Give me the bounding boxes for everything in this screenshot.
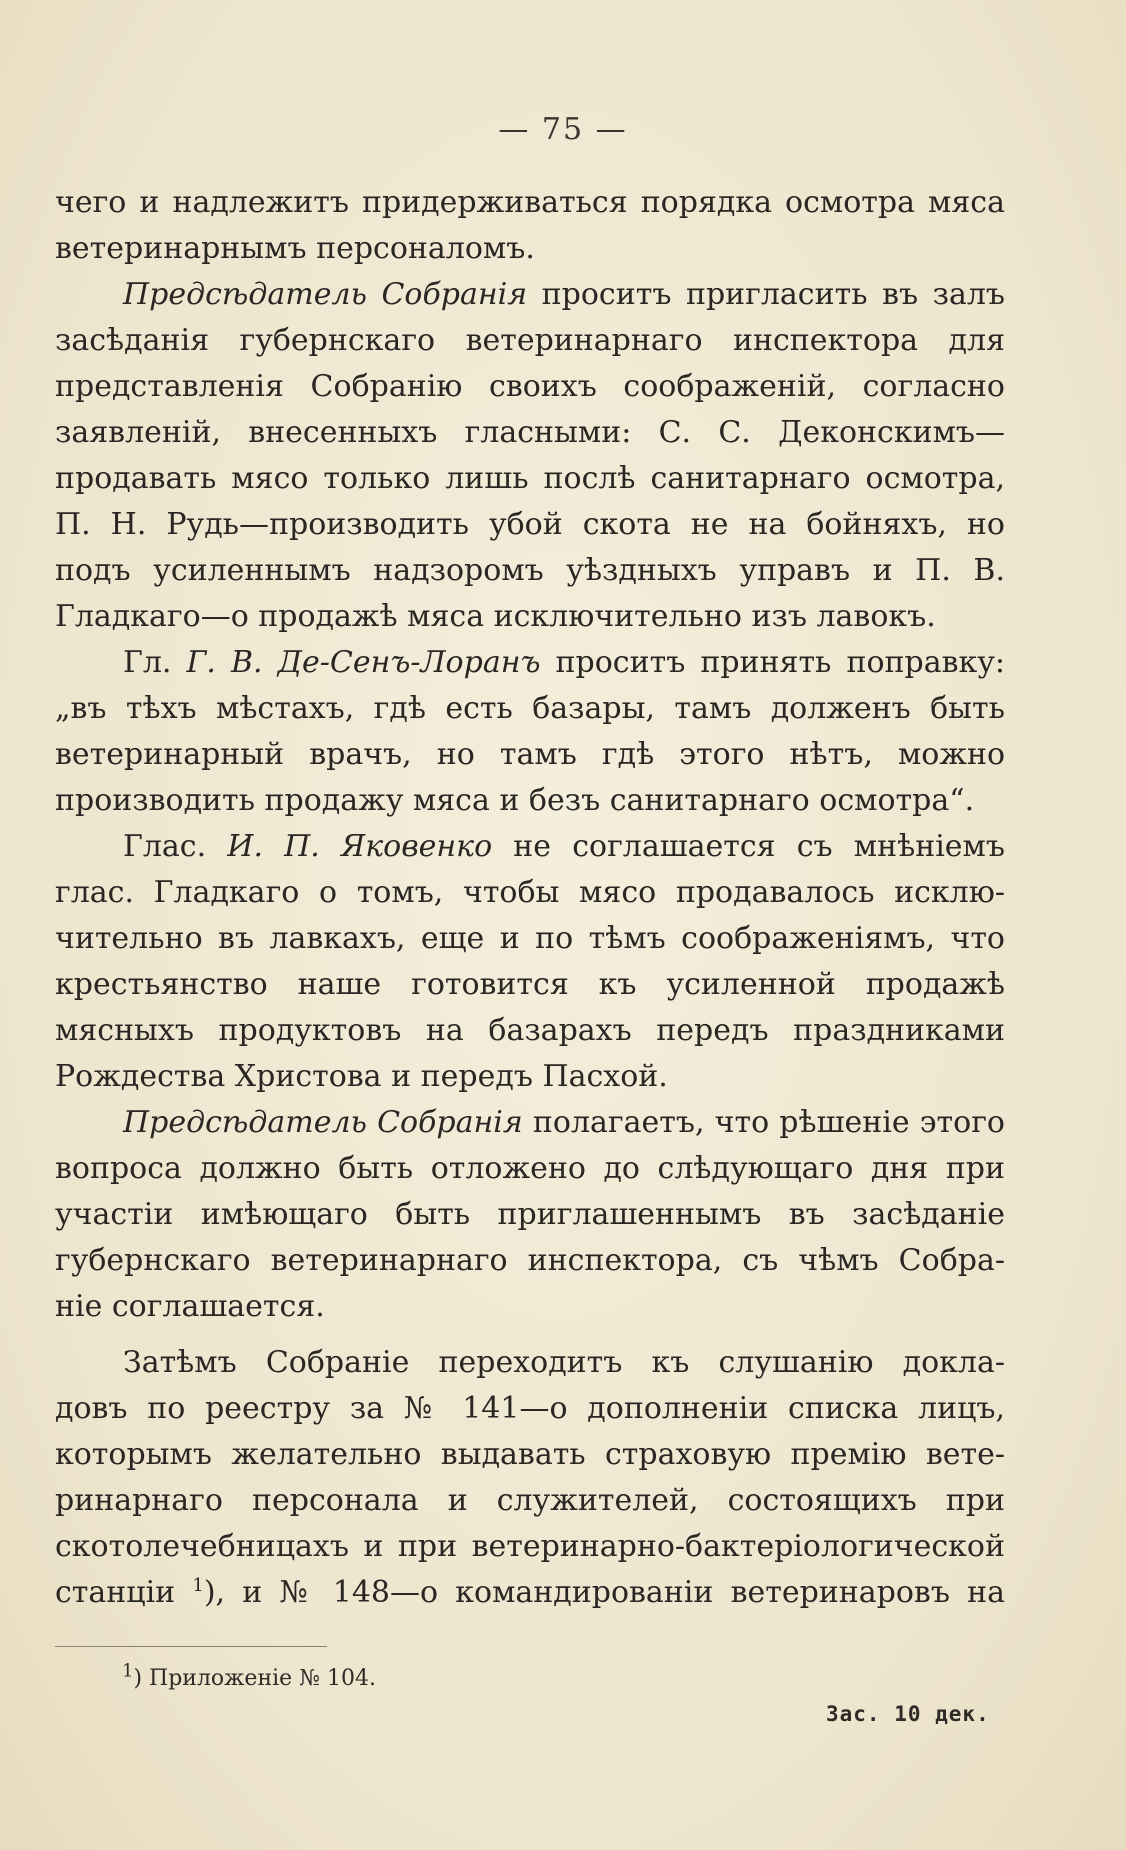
italic-name: Г. В. Де-Сенъ-Лоранъ [186, 645, 541, 680]
text-line [55, 272, 1005, 318]
text-segment: представленія Собранію своихъ соображеній, согласно [55, 369, 1005, 404]
text-line [55, 502, 1005, 548]
text-line [55, 870, 1005, 916]
text-line [55, 1192, 1005, 1238]
text-segment: станціи [55, 1575, 193, 1610]
text-segment: Затѣмъ Собраніе переходитъ къ слушанію докла- [123, 1345, 1005, 1380]
text-line [55, 962, 1005, 1008]
text-segment: крестьянство наше готовится къ усиленной продажѣ [55, 967, 1005, 1002]
text-line [55, 1284, 1005, 1330]
text-line [55, 410, 1005, 456]
text-line [55, 364, 1005, 410]
italic-name: Предсѣдатель Собранія [123, 277, 528, 312]
text-segment: Гладкаго—о продажѣ мяса исключительно изъ лавокъ. [55, 599, 936, 634]
text-line [55, 640, 1005, 686]
text-segment: полагаетъ, что рѣшеніе этого [522, 1105, 1005, 1140]
page-number: — 75 — [498, 112, 628, 147]
text-line [55, 824, 1005, 870]
italic-name: И. П. Яковенко [227, 829, 493, 864]
text-line [55, 1386, 1005, 1432]
text-line [55, 1100, 1005, 1146]
paragraph-gap [55, 1330, 1005, 1340]
text-segment: чего и надлежитъ придерживаться порядка осмотра мяса [55, 185, 1005, 220]
body-text [55, 180, 1005, 1616]
text-line [55, 1432, 1005, 1478]
text-line [55, 916, 1005, 962]
text-segment: ринарнаго персонала и служителей, состоящихъ при [55, 1483, 1005, 1518]
text-line [55, 180, 1005, 226]
signature-mark: Зас. 10 дек. [826, 1702, 990, 1726]
text-line [55, 1340, 1005, 1386]
text-line [55, 456, 1005, 502]
italic-name: Предсѣдатель Собранія [123, 1105, 523, 1140]
text-segment: скотолечебницахъ и при ветеринарно-бактеріологической [55, 1529, 1005, 1564]
text-segment: проситъ пригласить въ залъ [527, 277, 1005, 312]
text-segment: подъ усиленнымъ надзоромъ уѣздныхъ управъ и П. В. [55, 553, 1005, 588]
footnote-divider [55, 1646, 327, 1647]
text-segment: не соглашается съ мнѣніемъ [492, 829, 1005, 864]
text-segment: проситъ принять поправку: [540, 645, 1005, 680]
footnote-text: ) Приложеніе № 104. [133, 1666, 376, 1691]
text-segment: ), и № 148—о командированіи ветеринаровъ на [203, 1575, 1005, 1610]
text-line [55, 1054, 1005, 1100]
text-segment: которымъ желательно выдавать страховую премію вете- [55, 1437, 1005, 1472]
text-line [55, 1524, 1005, 1570]
text-line [55, 1570, 1005, 1616]
text-segment: глас. Гладкаго о томъ, чтобы мясо продавалось исклю- [55, 875, 1005, 910]
text-segment: засѣданія губернскаго ветеринарнаго инспектора для [55, 323, 1005, 358]
text-line [55, 226, 1005, 272]
text-line [55, 548, 1005, 594]
text-segment: заявленій, внесенныхъ гласными: С. С. Деконскимъ— [55, 415, 1005, 450]
text-line [55, 732, 1005, 778]
footnote-ref: 1 [192, 1575, 204, 1596]
text-segment: Рождества Христова и передъ Пасхой. [55, 1059, 668, 1094]
footnote [122, 1662, 376, 1696]
text-line [55, 1008, 1005, 1054]
text-line [55, 1146, 1005, 1192]
text-segment: участіи имѣющаго быть приглашеннымъ въ засѣданіе [55, 1197, 1005, 1232]
text-segment: довъ по реестру за № 141—о дополненіи списка лицъ, [55, 1391, 1005, 1426]
text-line [55, 686, 1005, 732]
text-segment: „въ тѣхъ мѣстахъ, гдѣ есть базары, тамъ долженъ быть [55, 691, 1005, 726]
text-segment: Глас. [123, 829, 228, 864]
text-segment: производить продажу мяса и безъ санитарнаго осмотра“. [55, 783, 975, 818]
text-segment: ніе соглашается. [55, 1289, 325, 1324]
text-line [55, 318, 1005, 364]
text-segment: мясныхъ продуктовъ на базарахъ передъ праздниками [55, 1013, 1005, 1048]
text-segment: вопроса должно быть отложено до слѣдующаго дня при [55, 1151, 1005, 1186]
text-line [55, 1238, 1005, 1284]
text-segment: ветеринарный врачъ, но тамъ гдѣ этого нѣтъ, можно [55, 737, 1005, 772]
text-segment: ветеринарнымъ персоналомъ. [55, 231, 535, 266]
text-segment: губернскаго ветеринарнаго инспектора, съ чѣмъ Собра- [55, 1243, 1005, 1278]
text-segment: П. Н. Рудь—производить убой скота не на бойняхъ, но [55, 507, 1005, 542]
text-segment: чительно въ лавкахъ, еще и по тѣмъ соображеніямъ, что [55, 921, 1005, 956]
text-line [55, 778, 1005, 824]
text-line [55, 594, 1005, 640]
text-segment: продавать мясо только лишь послѣ санитарнаго осмотра, [55, 461, 1005, 496]
footnote-mark: 1 [122, 1660, 134, 1682]
text-line [55, 1478, 1005, 1524]
text-segment: Гл. [123, 645, 187, 680]
